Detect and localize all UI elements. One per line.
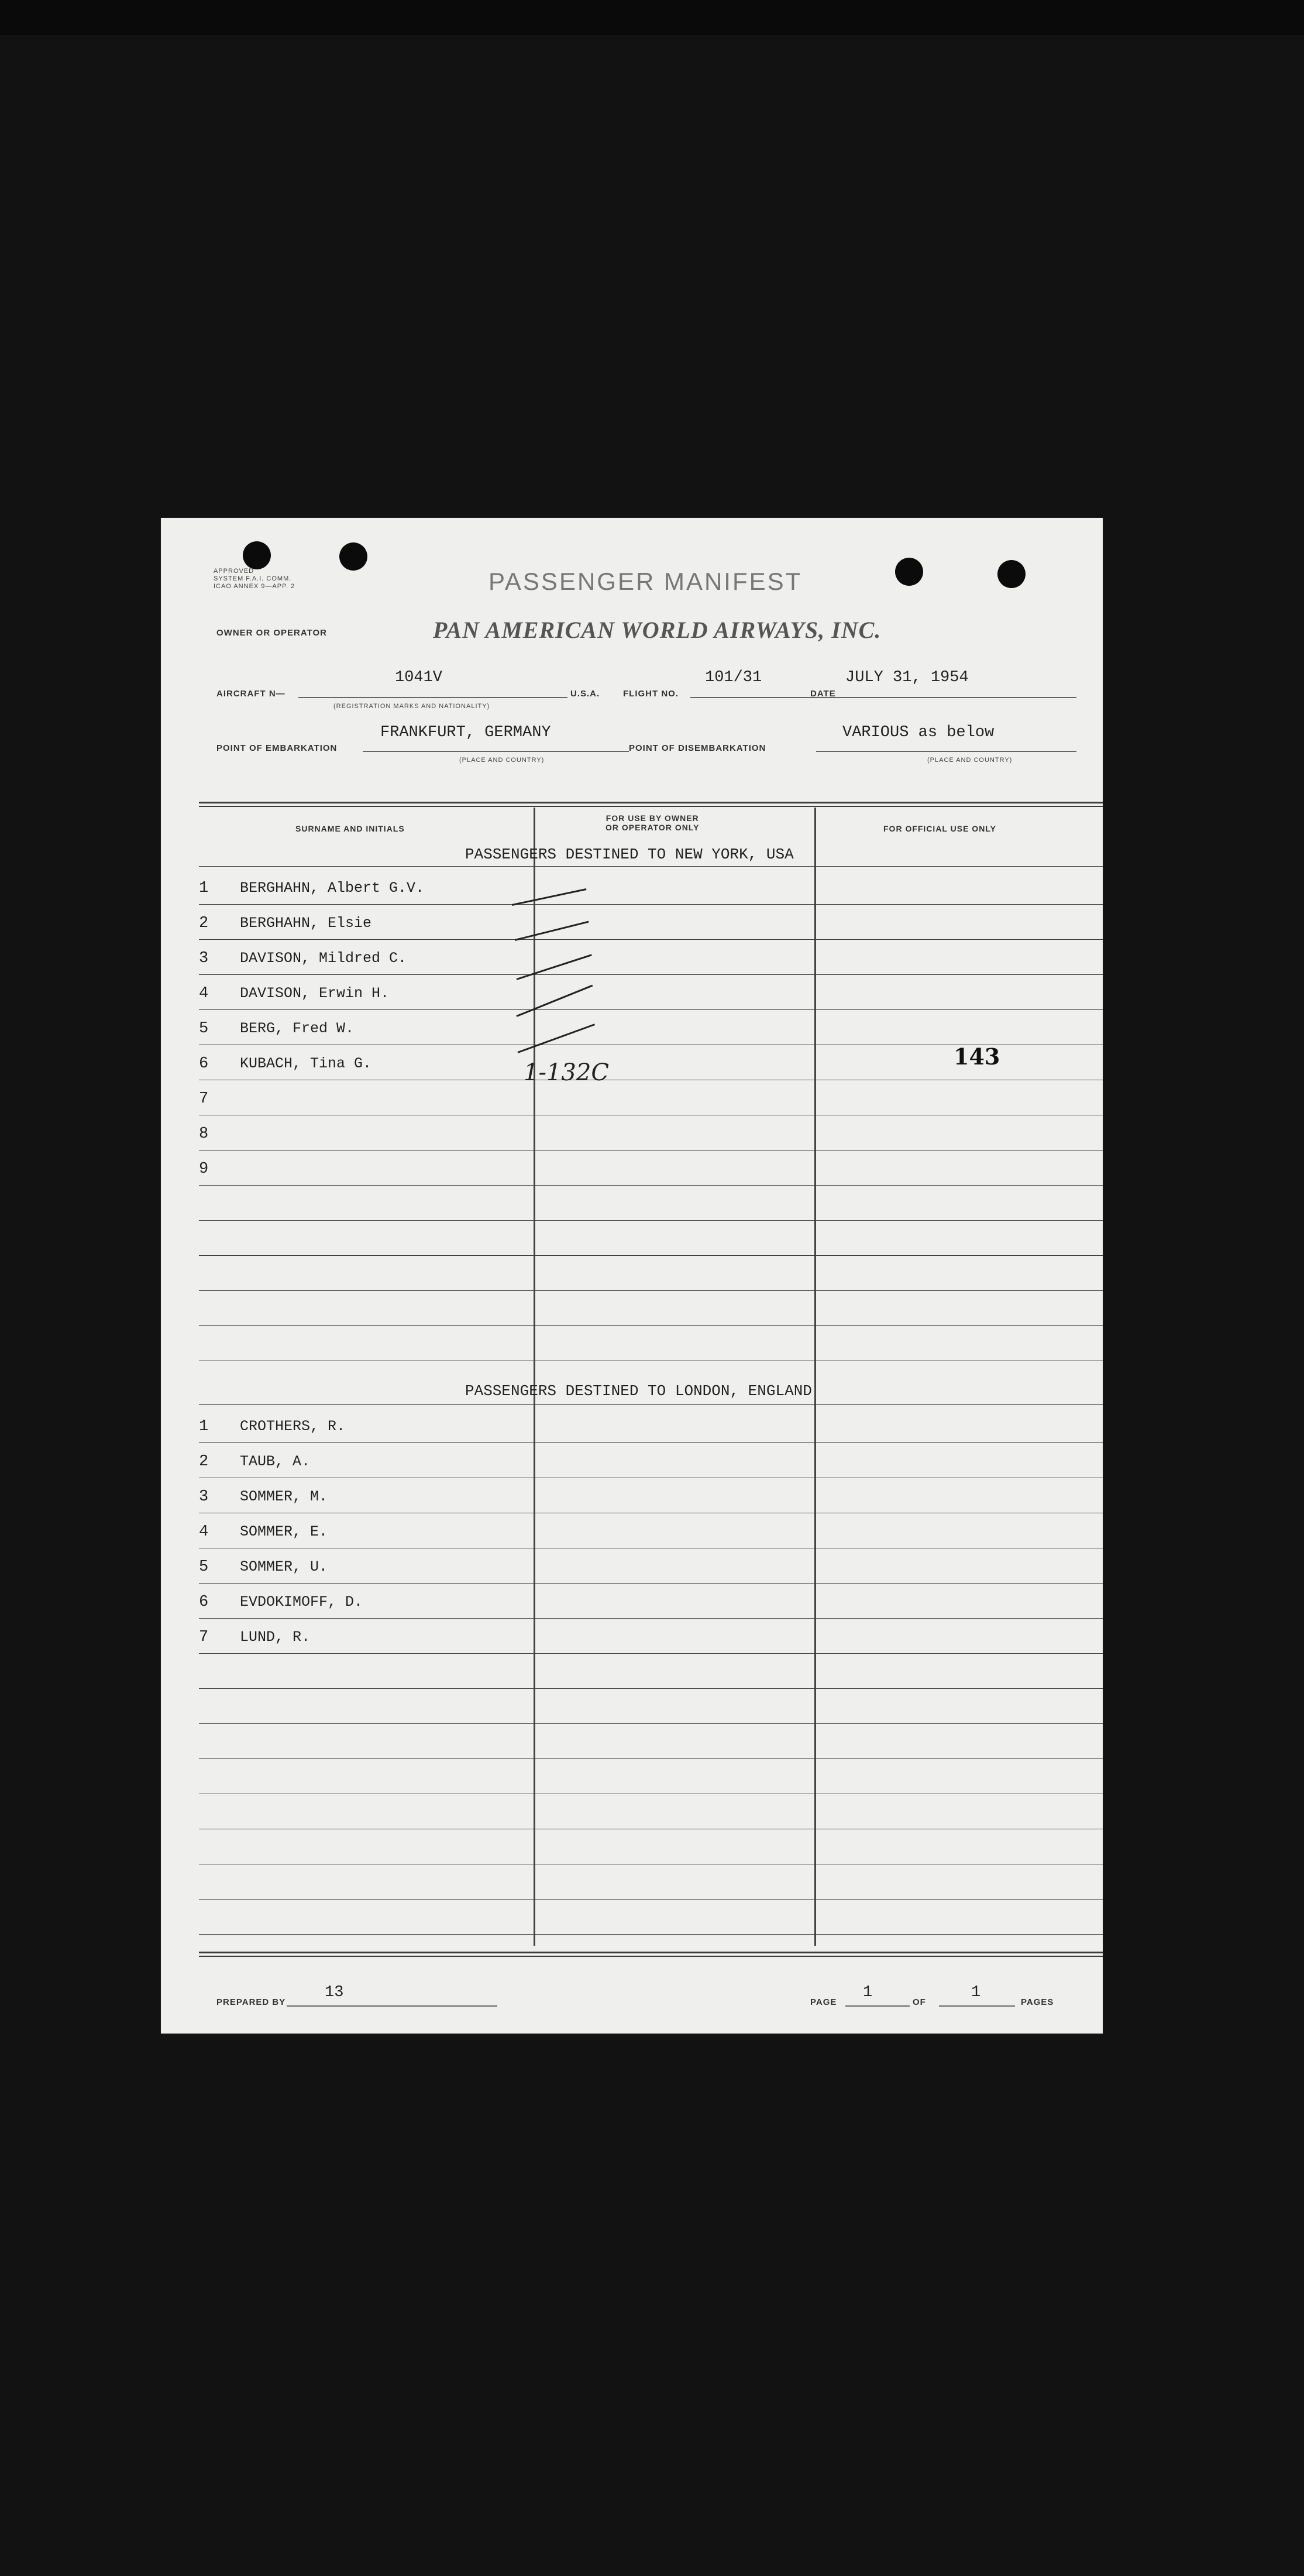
row-rule xyxy=(199,1758,1103,1759)
disembarkation-underline xyxy=(816,751,1076,752)
row-number: 6 xyxy=(199,1055,209,1073)
row-number: 1 xyxy=(199,1418,209,1435)
passenger-name: DAVISON, Erwin H. xyxy=(240,985,390,1002)
check-mark xyxy=(517,954,592,980)
table-bottom-rule xyxy=(199,1952,1103,1953)
handwritten-note: 1-132C xyxy=(524,1059,609,1086)
row-rule xyxy=(199,1220,1103,1221)
embarkation-label: POINT OF EMBARKATION xyxy=(216,743,338,753)
nationality: U.S.A. xyxy=(570,689,600,699)
row-rule xyxy=(199,1899,1103,1900)
manifest-sheet xyxy=(161,518,1103,2034)
date-underline xyxy=(848,697,1076,698)
check-mark xyxy=(516,985,593,1017)
row-rule xyxy=(199,1583,1103,1584)
flight-value: 101/31 xyxy=(705,669,762,686)
col-owner-use: FOR USE BY OWNER OR OPERATOR ONLY xyxy=(605,813,700,832)
disembarkation-label: POINT OF DISEMBARKATION xyxy=(629,743,766,753)
film-border xyxy=(0,0,1304,35)
row-rule xyxy=(199,1009,1103,1010)
date-value: JULY 31, 1954 xyxy=(845,669,969,686)
total-pages-underline xyxy=(939,2005,1015,2007)
punch-hole xyxy=(339,542,367,571)
aircraft-label: AIRCRAFT N— xyxy=(216,689,285,699)
row-rule xyxy=(199,1185,1103,1186)
punch-hole xyxy=(997,560,1026,588)
registration-caption: (REGISTRATION MARKS AND NATIONALITY) xyxy=(333,703,490,710)
form-code: APPROVED SYSTEM F.A.I. COMM. ICAO ANNEX 9—APP. 2 xyxy=(214,568,295,590)
passenger-name: SOMMER, M. xyxy=(240,1488,328,1505)
passenger-name: BERGHAHN, Albert G.V. xyxy=(240,880,425,897)
page-underline xyxy=(845,2005,910,2007)
row-rule xyxy=(199,1934,1103,1935)
row-number: 4 xyxy=(199,1523,209,1541)
row-rule xyxy=(199,1442,1103,1443)
disembarkation-caption: (PLACE AND COUNTRY) xyxy=(927,757,1013,764)
row-number: 3 xyxy=(199,950,209,967)
date-label: DATE xyxy=(810,689,836,699)
page-label: PAGE xyxy=(810,1997,837,2007)
pages-label: PAGES xyxy=(1021,1997,1054,2007)
row-rule xyxy=(199,1404,1103,1405)
column-divider xyxy=(814,808,816,1946)
passenger-name: DAVISON, Mildred C. xyxy=(240,950,407,967)
col-official-use: FOR OFFICIAL USE ONLY xyxy=(883,824,996,833)
row-number: 5 xyxy=(199,1020,209,1038)
row-rule xyxy=(199,974,1103,975)
section-heading: PASSENGERS DESTINED TO NEW YORK, USA xyxy=(465,846,794,863)
row-rule xyxy=(199,1325,1103,1326)
row-rule xyxy=(199,1688,1103,1689)
passenger-name: TAUB, A. xyxy=(240,1453,311,1470)
row-number: 9 xyxy=(199,1160,209,1178)
col-surname: SURNAME AND INITIALS xyxy=(295,824,405,833)
embarkation-underline xyxy=(363,751,629,752)
aircraft-underline xyxy=(298,697,567,698)
embarkation-value: FRANKFURT, GERMANY xyxy=(380,724,551,741)
official-stamp-number: 143 xyxy=(954,1043,1000,1070)
row-rule xyxy=(199,904,1103,905)
embarkation-caption: (PLACE AND COUNTRY) xyxy=(459,757,545,764)
row-number: 7 xyxy=(199,1090,209,1108)
check-mark xyxy=(517,1023,595,1053)
punch-hole xyxy=(243,541,271,569)
row-rule xyxy=(199,939,1103,940)
page-value: 1 xyxy=(863,1984,873,2001)
owner-label: OWNER OR OPERATOR xyxy=(216,628,327,638)
passenger-name: EVDOKIMOFF, D. xyxy=(240,1593,363,1610)
punch-hole xyxy=(895,558,923,586)
page-title: PASSENGER MANIFEST xyxy=(488,568,803,595)
passenger-name: SOMMER, E. xyxy=(240,1523,328,1540)
passenger-name: BERG, Fred W. xyxy=(240,1020,355,1037)
of-label: OF xyxy=(913,1997,926,2007)
passenger-name: BERGHAHN, Elsie xyxy=(240,915,372,932)
table-top-rule xyxy=(199,802,1103,803)
row-rule xyxy=(199,1723,1103,1724)
aircraft-value: 1041V xyxy=(395,669,443,686)
row-number: 2 xyxy=(199,915,209,932)
total-pages-value: 1 xyxy=(971,1984,981,2001)
row-number: 4 xyxy=(199,985,209,1002)
section-heading: PASSENGERS DESTINED TO LONDON, ENGLAND xyxy=(465,1382,812,1400)
passenger-name: KUBACH, Tina G. xyxy=(240,1055,372,1072)
table-top-rule xyxy=(199,806,1103,807)
row-number: 8 xyxy=(199,1125,209,1143)
passenger-name: SOMMER, U. xyxy=(240,1558,328,1575)
column-divider xyxy=(534,808,535,1946)
owner-name: PAN AMERICAN WORLD AIRWAYS, INC. xyxy=(433,617,882,643)
check-mark xyxy=(515,921,589,941)
flight-label: FLIGHT NO. xyxy=(623,689,679,699)
row-number: 5 xyxy=(199,1558,209,1576)
row-number: 3 xyxy=(199,1488,209,1506)
table-bottom-rule xyxy=(199,1956,1103,1957)
row-rule xyxy=(199,1290,1103,1291)
row-number: 2 xyxy=(199,1453,209,1471)
prepared-label: PREPARED BY xyxy=(216,1997,286,2007)
row-rule xyxy=(199,1618,1103,1619)
disembarkation-value: VARIOUS as below xyxy=(842,724,995,741)
row-number: 7 xyxy=(199,1629,209,1646)
check-mark xyxy=(512,888,587,906)
row-number: 6 xyxy=(199,1593,209,1611)
row-rule xyxy=(199,866,1103,867)
row-number: 1 xyxy=(199,880,209,897)
row-rule xyxy=(199,1255,1103,1256)
passenger-name: CROTHERS, R. xyxy=(240,1418,346,1435)
passenger-name: LUND, R. xyxy=(240,1629,311,1646)
row-rule xyxy=(199,1653,1103,1654)
prepared-underline xyxy=(287,2005,497,2007)
prepared-value: 13 xyxy=(325,1984,344,2001)
